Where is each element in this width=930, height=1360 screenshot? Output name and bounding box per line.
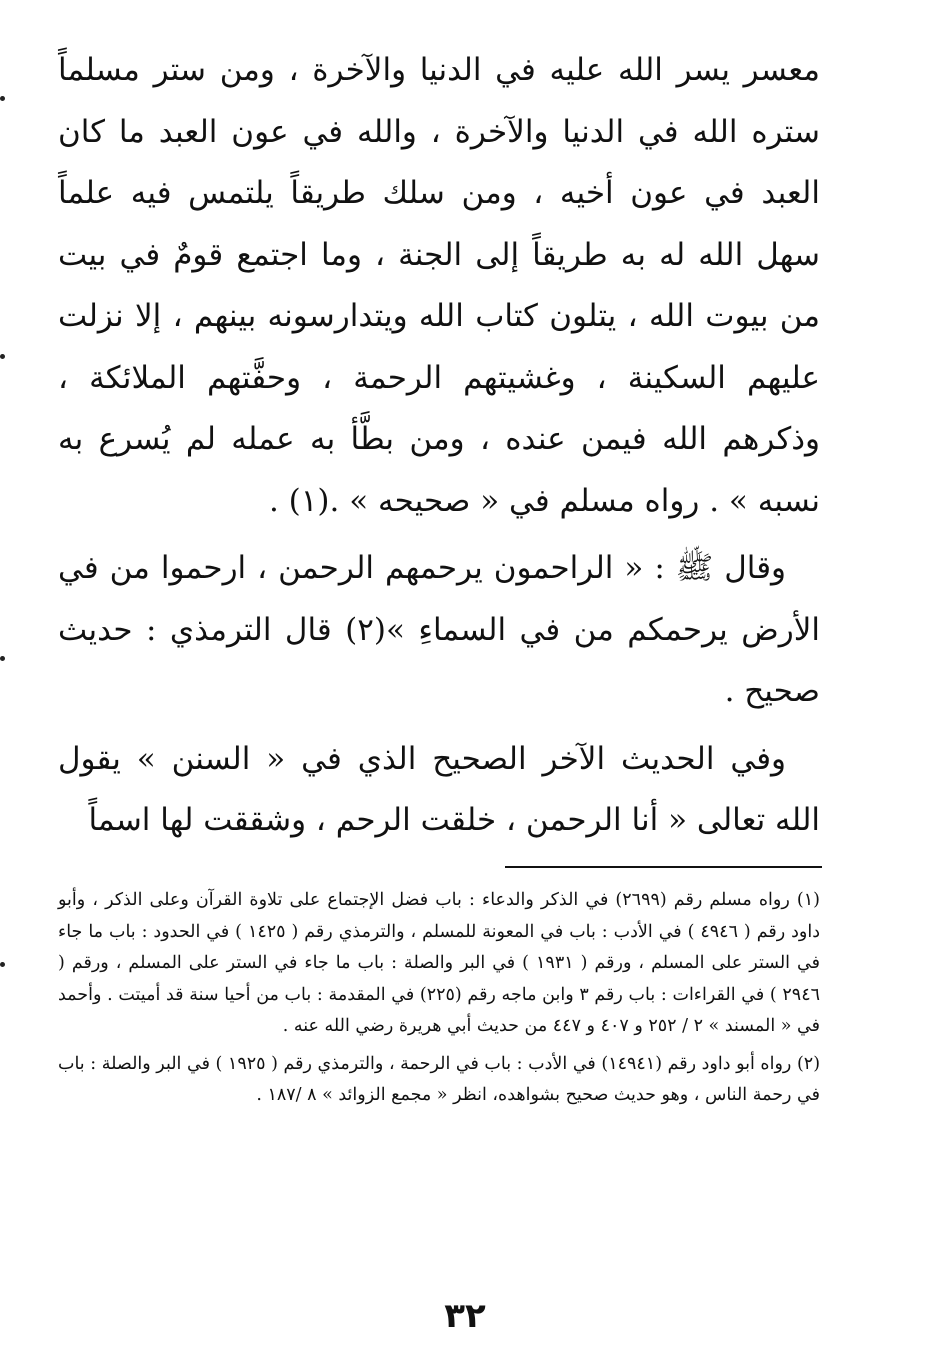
footnote-2: (٢) رواه أبو داود رقم (١٤٩٤١) في الأدب : باب في الرحمة ، والترمذي رقم ( ١٩٢٥ ) في البر والصلة : باب في رحمة الناس ، وهو حديث صحيح بشواهده، انظر « مجمع الزوائد » ٨ /١٨٧ . — [58, 1053, 821, 1105]
paragraph-2: وقال ﷺ : « الراحمون يرحمهم الرحمن ، ارحموا من في الأرض يرحمكم من في السماءِ »(٢) قال الترمذي : حديث صحيح . — [58, 550, 820, 709]
main-text-body — [58, 40, 820, 852]
footnote-divider — [505, 866, 822, 868]
footnotes — [58, 885, 820, 1112]
page-number: ٣٢ — [444, 1296, 486, 1336]
paragraph-3: وفي الحديث الآخر الصحيح الذي في « السنن » يقول الله تعالى « أنا الرحمن ، خلقت الرحم ، وشققت لها اسماً — [58, 740, 820, 838]
margin-mark-dot — [0, 96, 5, 101]
paragraph-1: معسر يسر الله عليه في الدنيا والآخرة ، ومن ستر مسلماً ستره الله في الدنيا والآخرة ، والله في عون العبد ما كان العبد في عون أخيه ، ومن سلك طريقاً يلتمس فيه علماً سهل الله له به طريقاً إلى الجنة ، وما اجتمع قومٌ في بيت من بيوت الله ، يتلون كتاب الله ويتدارسونه بينهم ، إلا نزلت عليهم السكينة ، وغشيتهم الرحمة ، وحفَّتهم الملائكة ، وذكرهم الله فيمن عنده ، ومن بطَّأ به عمله لم يُسرع به نسبه » . رواه مسلم في « صحيحه » .(١) . — [58, 52, 820, 519]
margin-mark-dot — [0, 962, 5, 967]
margin-mark-dot — [0, 354, 5, 359]
margin-mark-dot — [0, 656, 5, 661]
footnote-1: (١) رواه مسلم رقم (٢٦٩٩) في الذكر والدعاء : باب فضل الإجتماع على تلاوة القرآن وعلى الذكر ، وأبو داود رقم ( ٤٩٤٦ ) في الأدب : باب في المعونة للمسلم ، والترمذي رقم ( ١٤٢٥ ) في الحدود : باب ما جاء في الستر على المسلم ، ورقم ( ١٩٣١ ) في البر والصلة : باب ما جاء في الستر على المسلم ، ورقم ( ٢٩٤٦ ) في القراءات : باب رقم ٣ وابن ماجه رقم (٢٢٥) في المقدمة : باب من أحيا سنة قد أميتت . وأحمد في « المسند » ٢ / ٢٥٢ و ٤٠٧ و ٤٤٧ من حديث أبي هريرة رضي الله عنه . — [58, 890, 821, 1036]
